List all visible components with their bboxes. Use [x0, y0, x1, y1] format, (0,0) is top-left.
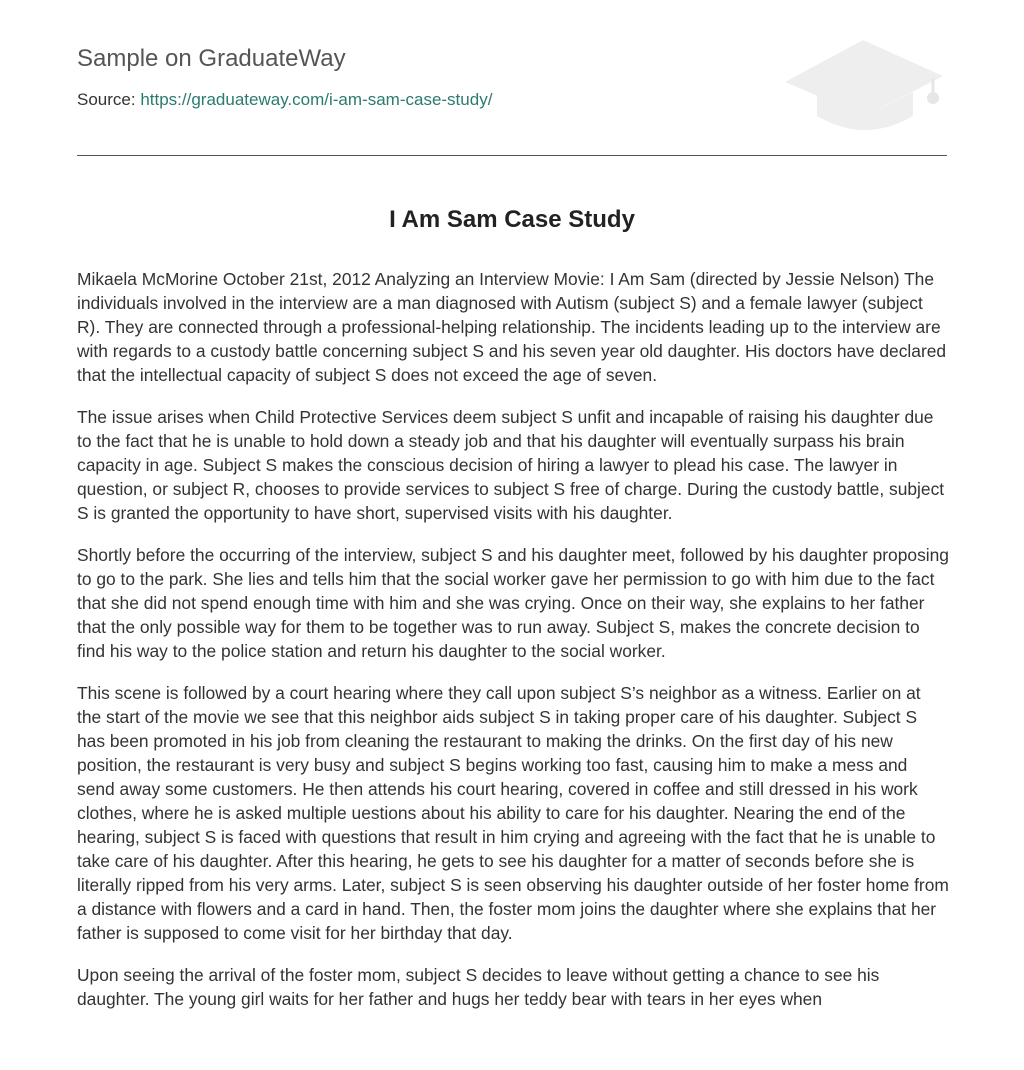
page-header [77, 40, 947, 156]
document-title: I Am Sam Case Study [389, 206, 635, 233]
paragraph: This scene is followed by a court hearing where they call upon subject S’s neighbor as a witness. Earlier on at the start of the movie we see that this neighbor aids subject S in taking proper care of his daughter. Subject S has been promoted in his job from cleaning the restaurant to making the drinks. On the first day of his new position, the restaurant is very busy and subject S begins working too fast, causing him to make a mess and send away some customers. He then attends his court hearing, covered in coffee and still dressed in his work clothes, where he is asked multiple uestions about his ability to care for his daughter. Nearing the end of the hearing, subject S is faced with questions that result in him crying and agreeing with the fact that he is unable to take care of his daughter. After this hearing, he gets to see his daughter for a matter of seconds before she is literally ripped from his very arms. Later, subject S is seen observing his daughter outside of her foster home from a distance with flowers and a card in hand. Then, the foster mom joins the daughter where she explains that her father is supposed to come visit for her birthday that day. [77, 683, 949, 943]
document-body [77, 267, 949, 1029]
paragraph: Shortly before the occurring of the interview, subject S and his daughter meet, followed by his daughter proposing to go to the park. She lies and tells him that the social worker gave her permission to go with him due to the fact that she did not spend enough time with him and she was crying. Once on their way, she explains to her father that the only possible way for them to be together was to run away. Subject S, makes the concrete decision to find his way to the police station and return his daughter to the social worker. [77, 545, 949, 661]
paragraph: Mikaela McMorine October 21st, 2012 Analyzing an Interview Movie: I Am Sam (directed by Jessie Nelson) The individuals involved in the interview are a man diagnosed with Autism (subject S) and a female lawyer (subject R). They are connected through a professional-helping relationship. The incidents leading up to the interview are with regards to a custody battle concerning subject S and his seven year old daughter. His doctors have declared that the intellectual capacity of subject S does not exceed the age of seven. [77, 269, 947, 385]
paragraph: The issue arises when Child Protective Services deem subject S unfit and incapable of raising his daughter due to the fact that he is unable to hold down a steady job and that his daughter will eventually surpass his brain capacity in age. Subject S makes the conscious decision of hiring a lawyer to plead his case. The lawyer in question, or subject R, chooses to provide services to subject S free of charge. During the custody battle, subject S is granted the opportunity to have short, supervised visits with his daughter. [77, 407, 945, 523]
header-divider [77, 155, 947, 156]
site-title: Sample on GraduateWay [77, 45, 346, 72]
source-line [77, 88, 492, 112]
source-label: Source: [77, 90, 136, 109]
graduation-cap-icon [781, 32, 947, 132]
paragraph: Upon seeing the arrival of the foster mom, subject S decides to leave without getting a chance to see his daughter. The young girl waits for her father and hugs her teddy bear with tears in her eyes when [77, 965, 880, 1009]
source-link[interactable]: https://graduateway.com/i-am-sam-case-study/ [140, 90, 493, 109]
